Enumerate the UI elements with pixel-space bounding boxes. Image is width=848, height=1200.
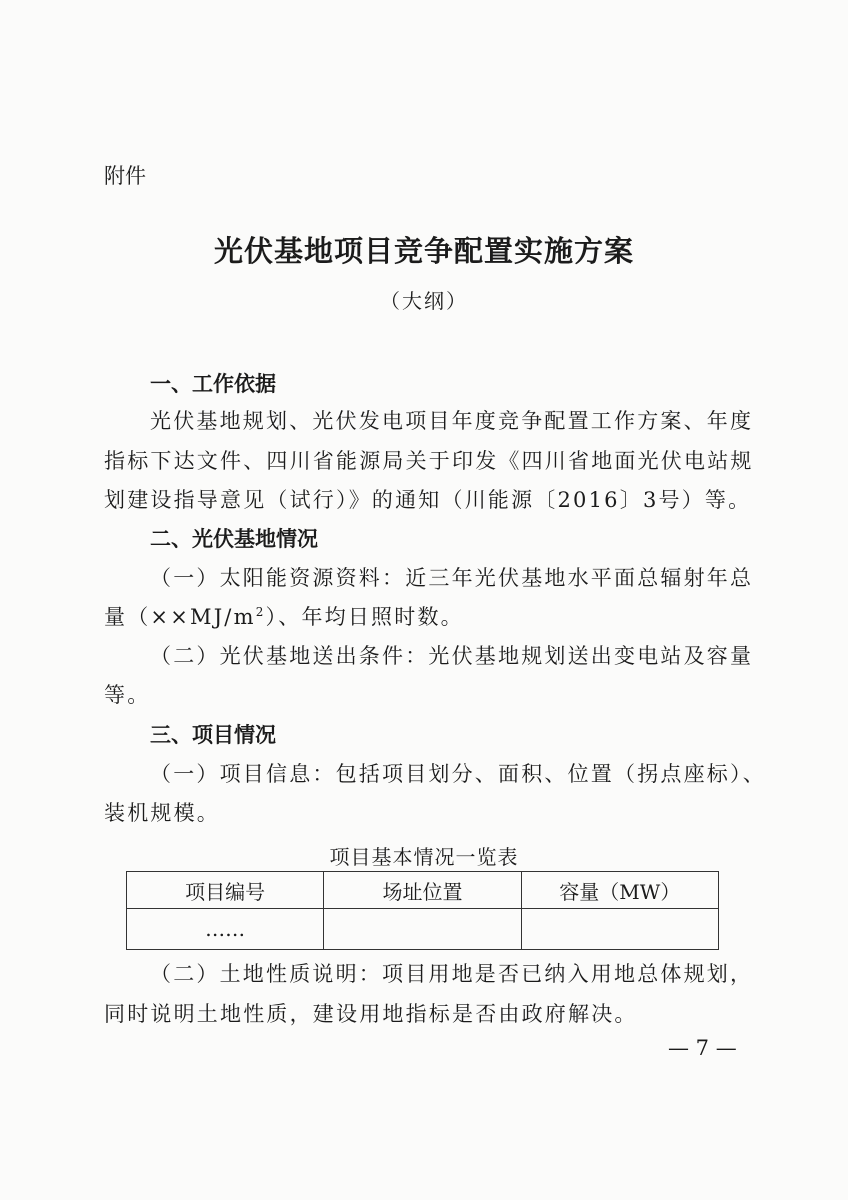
table-cell <box>521 909 718 950</box>
attachment-label: 附件 <box>104 164 146 188</box>
page-number: — 7 — <box>668 1036 737 1060</box>
table-caption: 项目基本情况一览表 <box>329 845 519 869</box>
document-title: 光伏基地项目竞争配置实施方案 <box>213 234 634 268</box>
section-1-line-3: 划建设指导意见（试行）》的通知（川能源〔2016〕3号）等。 <box>104 488 752 512</box>
table-row <box>127 909 719 950</box>
superscript: 2 <box>255 605 266 619</box>
section-2-para-2-line-1: （二）光伏基地送出条件：光伏基地规划送出变电站及容量 <box>150 644 754 668</box>
document-subtitle: （大纲） <box>380 289 468 313</box>
section-3-para-1-line-1: （一）项目信息：包括项目划分、面积、位置（拐点座标）、 <box>150 762 766 786</box>
section-2-para-1-line-2: 量$(\times\times MJ/m^2)$、年均日照时数。 <box>104 605 464 629</box>
header-capacity: 容量（MW） <box>521 872 718 909</box>
header-project-no: 项目编号 <box>127 872 324 909</box>
section-1-line-2: 指标下达文件、四川省能源局关于印发《四川省地面光伏电站规 <box>104 449 754 473</box>
section-2-heading: 二、光伏基地情况 <box>150 527 318 551</box>
project-info-table <box>126 871 719 950</box>
header-site-location: 场址位置 <box>324 872 521 909</box>
section-3-heading: 三、项目情况 <box>150 723 276 747</box>
section-1-line-1: 光伏基地规划、光伏发电项目年度竞争配置工作方案、年度 <box>150 409 754 433</box>
section-3-para-2-line-2: 同时说明土地性质，建设用地指标是否由政府解决。 <box>104 1002 638 1026</box>
table-cell: …… <box>127 909 324 950</box>
section-3-para-2-line-1: （二）土地性质说明：项目用地是否已纳入用地总体规划， <box>150 962 754 986</box>
section-2-para-2-line-2: 等。 <box>104 683 151 707</box>
table-cell <box>324 909 521 950</box>
section-3-para-1-line-2: 装机规模。 <box>104 801 220 825</box>
section-1-heading: 一、工作依据 <box>150 372 276 396</box>
table-header-row <box>127 872 719 909</box>
section-2-para-1-line-1: （一）太阳能资源资料：近三年光伏基地水平面总辐射年总 <box>150 566 754 590</box>
